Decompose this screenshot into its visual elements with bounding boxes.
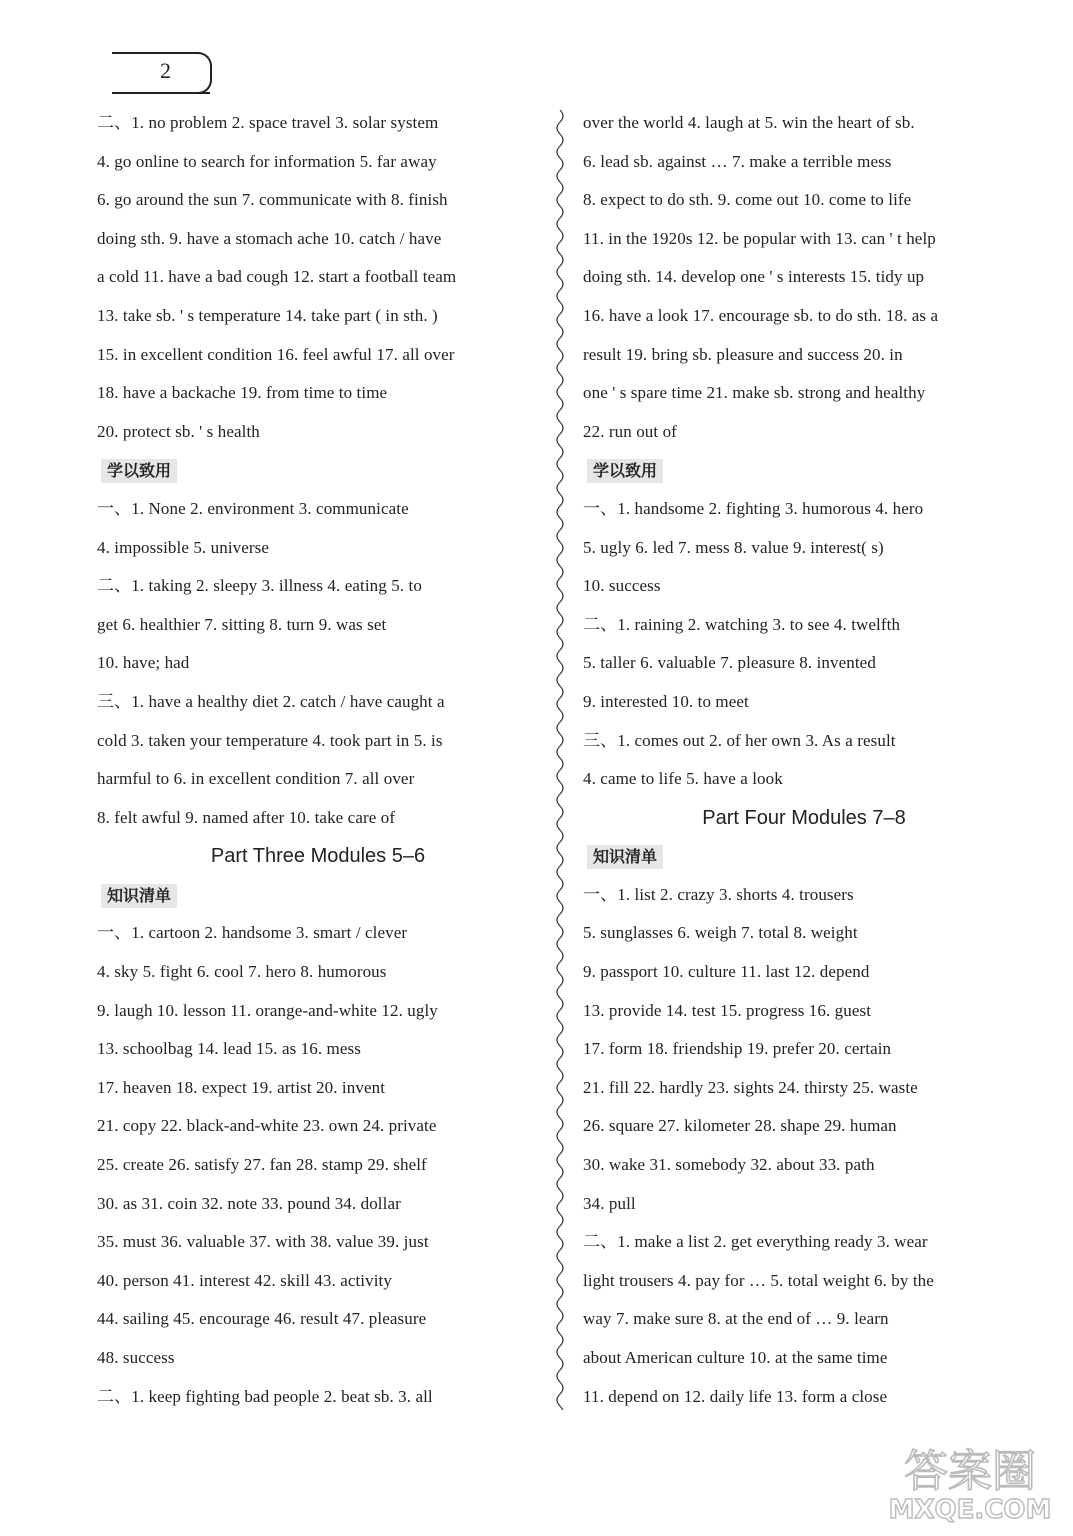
answer-line: a cold 11. have a bad cough 12. start a football team [97, 267, 457, 287]
answer-line: 二、1. raining 2. watching 3. to see 4. twelfth [583, 614, 901, 634]
answer-line: 一、1. cartoon 2. handsome 3. smart / clever [97, 923, 408, 943]
answer-line: cold 3. taken your temperature 4. took part in 5. is [97, 730, 443, 750]
section-heading [97, 876, 539, 915]
answer-line: 4. impossible 5. universe [97, 537, 270, 557]
answer-line: 21. fill 22. hardly 23. sights 24. thirsty 25. waste [583, 1077, 918, 1097]
section-heading-label: 知识清单 [101, 884, 177, 908]
section-heading-label: 知识清单 [587, 845, 663, 869]
page-number: 2 [160, 58, 171, 83]
answer-line: 6. go around the sun 7. communicate with 8. finish [97, 190, 448, 210]
answer-line: way 7. make sure 8. at the end of … 9. learn [583, 1309, 889, 1329]
answer-line: 17. form 18. friendship 19. prefer 20. certain [583, 1039, 892, 1059]
answer-line: 5. sunglasses 6. weigh 7. total 8. weight [583, 923, 858, 943]
answer-line: 三、1. comes out 2. of her own 3. As a result [583, 730, 896, 750]
answer-line: 15. in excellent condition 16. feel awful 17. all over [97, 344, 455, 364]
answer-line: 17. heaven 18. expect 19. artist 20. invent [97, 1077, 386, 1097]
answer-line: 25. create 26. satisfy 27. fan 28. stamp 29. shelf [97, 1155, 427, 1175]
answer-line: 20. protect sb. ' s health [97, 421, 260, 441]
answer-line: 44. sailing 45. encourage 46. result 47. pleasure [97, 1309, 427, 1329]
answer-line: 二、1. no problem 2. space travel 3. solar system [97, 113, 439, 132]
answer-line: 34. pull [583, 1193, 636, 1213]
answer-line: 9. passport 10. culture 11. last 12. depend [583, 962, 870, 982]
answer-line: doing sth. 9. have a stomach ache 10. catch / have [97, 228, 442, 248]
answer-line: 30. wake 31. somebody 32. about 33. path [583, 1155, 875, 1175]
answer-line: 二、1. make a list 2. get everything ready 3. wear [583, 1232, 928, 1252]
right-column [583, 104, 1025, 1416]
answer-line: light trousers 4. pay for … 5. total weight 6. by the [583, 1270, 934, 1290]
answer-line: 11. depend on 12. daily life 13. form a close [583, 1386, 888, 1406]
answer-line: 13. take sb. ' s temperature 14. take part ( in sth. ) [97, 305, 438, 325]
answer-line: 二、1. keep fighting bad people 2. beat sb. 3. all [97, 1386, 433, 1406]
answer-line: get 6. healthier 7. sitting 8. turn 9. was set [97, 614, 387, 634]
answer-line: 48. success [97, 1348, 175, 1367]
answer-line: 4. sky 5. fight 6. cool 7. hero 8. humorous [97, 962, 387, 982]
answer-line: 35. must 36. valuable 37. with 38. value 39. just [97, 1232, 429, 1252]
answer-line: 5. ugly 6. led 7. mess 8. value 9. interest( s) [583, 537, 884, 557]
answer-line: 13. schoolbag 14. lead 15. as 16. mess [97, 1039, 361, 1059]
watermark-logo [885, 1436, 1055, 1526]
wavy-divider [553, 110, 567, 1410]
answer-line: 4. came to life 5. have a look [583, 769, 783, 789]
answer-line: 16. have a look 17. encourage sb. to do sth. 18. as a [583, 305, 939, 325]
answer-line: 9. interested 10. to meet [583, 691, 749, 711]
left-column [97, 104, 539, 1416]
answer-line: 一、1. None 2. environment 3. communicate [97, 498, 409, 518]
answer-line: over the world 4. laugh at 5. win the heart of sb. [583, 113, 915, 132]
part-title: Part Four Modules 7–8 [702, 806, 906, 829]
answer-line: 11. in the 1920s 12. be popular with 13. can ' t help [583, 228, 936, 248]
section-heading-label: 学以致用 [101, 459, 177, 483]
answer-line: 22. run out of [583, 421, 677, 441]
answer-line: 4. go online to search for information 5. far away [97, 151, 437, 171]
watermark-text-url: MXQE.COM [888, 1495, 1052, 1525]
answer-line: 8. expect to do sth. 9. come out 10. come to life [583, 190, 912, 210]
answer-line: 26. square 27. kilometer 28. shape 29. human [583, 1116, 897, 1136]
section-heading-label: 学以致用 [587, 459, 663, 483]
answer-line: 8. felt awful 9. named after 10. take care of [97, 807, 396, 827]
answer-line: result 19. bring sb. pleasure and success 20. in [583, 344, 903, 364]
answer-line: 18. have a backache 19. from time to time [97, 383, 388, 403]
answer-line: 10. success [583, 576, 661, 596]
answer-line: 二、1. taking 2. sleepy 3. illness 4. eating 5. to [97, 576, 422, 596]
answer-line: 10. have; had [97, 653, 190, 673]
part-title: Part Three Modules 5–6 [210, 845, 426, 868]
answer-line: 30. as 31. coin 32. note 33. pound 34. dollar [97, 1193, 401, 1213]
answer-line: 13. provide 14. test 15. progress 16. guest [583, 1000, 872, 1020]
answer-line: 一、1. list 2. crazy 3. shorts 4. trousers [583, 884, 854, 904]
answer-line: 21. copy 22. black-and-white 23. own 24. private [97, 1116, 437, 1136]
answer-line: doing sth. 14. develop one ' s interests 15. tidy up [583, 267, 925, 287]
section-heading [583, 837, 1025, 876]
section-heading [583, 451, 1025, 490]
answer-line: one ' s spare time 21. make sb. strong and healthy [583, 383, 926, 403]
answer-line: 三、1. have a healthy diet 2. catch / have caught a [97, 691, 445, 711]
answer-line: 9. laugh 10. lesson 11. orange-and-white 12. ugly [97, 1000, 438, 1020]
watermark-text-cn: 答案圈 [904, 1446, 1036, 1497]
section-heading [97, 451, 539, 490]
answer-line: 40. person 41. interest 42. skill 43. activity [97, 1270, 392, 1290]
answer-line: 5. taller 6. valuable 7. pleasure 8. invented [583, 653, 876, 673]
answer-line: about American culture 10. at the same time [583, 1348, 888, 1367]
answer-line: harmful to 6. in excellent condition 7. all over [97, 769, 415, 789]
answer-line: 6. lead sb. against … 7. make a terrible mess [583, 151, 892, 171]
answer-line: 一、1. handsome 2. fighting 3. humorous 4. hero [583, 498, 924, 518]
